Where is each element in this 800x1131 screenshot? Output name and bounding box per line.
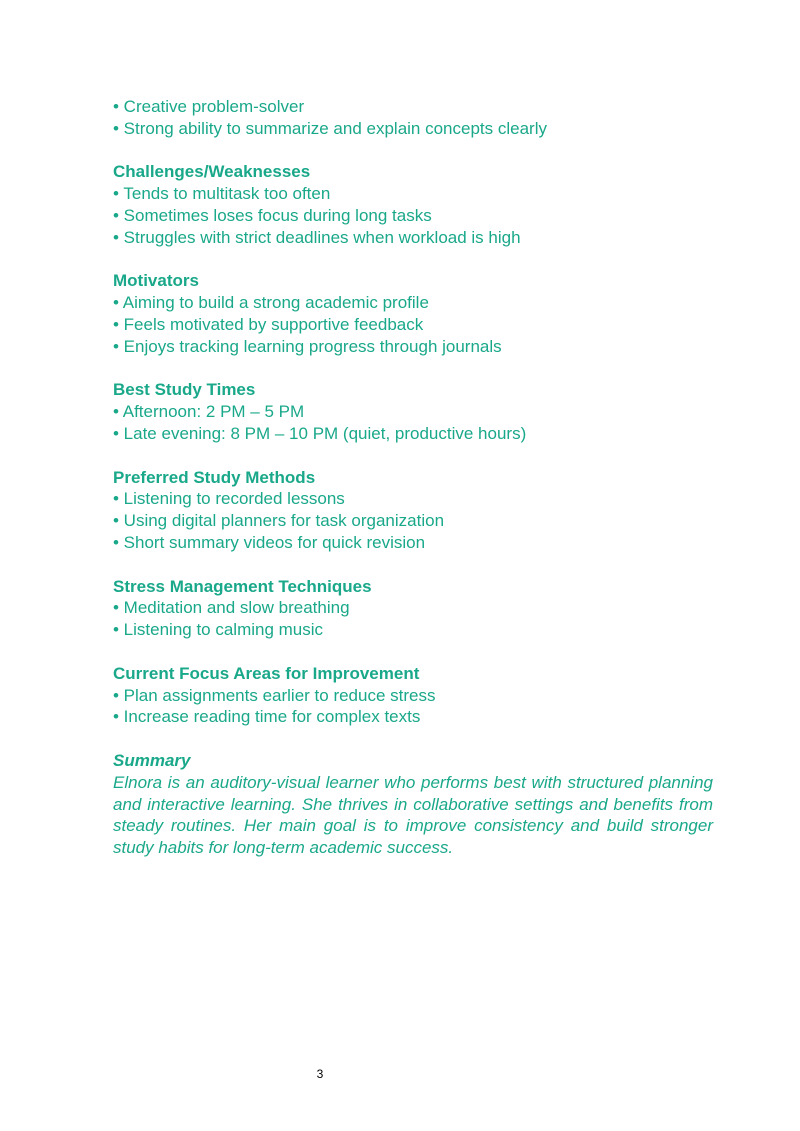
focus-areas-list — [113, 685, 713, 729]
stress-management-section — [113, 576, 713, 641]
list-item: • Using digital planners for task organization — [113, 511, 445, 531]
study-methods-list — [113, 488, 713, 553]
list-item: • Struggles with strict deadlines when workload is high — [113, 227, 521, 247]
challenges-list — [113, 183, 713, 248]
list-item: • Short summary videos for quick revision — [113, 532, 426, 552]
list-item: • Sometimes loses focus during long tasks — [113, 205, 432, 225]
section-heading: Challenges/Weaknesses — [113, 162, 311, 182]
list-item: • Feels motivated by supportive feedback — [113, 314, 424, 334]
list-item: • Strong ability to summarize and explain concepts clearly — [113, 118, 547, 138]
list-item: • Listening to recorded lessons — [113, 489, 345, 509]
list-item: • Creative problem-solver — [113, 97, 305, 116]
page-number: 3 — [316, 1067, 324, 1081]
stress-management-list — [113, 597, 713, 641]
document-body — [113, 96, 713, 859]
motivators-list — [113, 292, 713, 357]
motivators-section — [113, 270, 713, 357]
section-heading: Stress Management Techniques — [113, 576, 372, 596]
list-item: • Enjoys tracking learning progress through journals — [113, 336, 502, 356]
summary-section — [113, 750, 713, 859]
list-item: • Late evening: 8 PM – 10 PM (quiet, productive hours) — [113, 423, 527, 443]
strengths-list-continued — [113, 96, 713, 140]
section-heading: Motivators — [113, 271, 199, 291]
challenges-section — [113, 161, 713, 248]
section-heading: Best Study Times — [113, 380, 256, 400]
list-item: • Plan assignments earlier to reduce stress — [113, 685, 436, 705]
list-item: • Listening to calming music — [113, 620, 324, 640]
list-item: • Increase reading time for complex texts — [113, 707, 421, 727]
list-item: • Tends to multitask too often — [113, 184, 331, 204]
summary-heading: Summary — [113, 750, 191, 770]
section-heading: Current Focus Areas for Improvement — [113, 663, 420, 683]
list-item: • Aiming to build a strong academic profile — [113, 293, 429, 313]
study-methods-section — [113, 467, 713, 554]
list-item: • Meditation and slow breathing — [113, 598, 350, 618]
best-study-times-list — [113, 401, 713, 445]
summary-paragraph: Elnora is an auditory-visual learner who performs best with structured planning and interactive learning. She thrives in collaborative settings and benefits from steady routines. Her main goal is to improve consistency and build stronger study habits for long-term academic success. — [113, 772, 713, 858]
best-study-times-section — [113, 379, 713, 444]
list-item: • Afternoon: 2 PM – 5 PM — [113, 402, 305, 422]
section-heading: Preferred Study Methods — [113, 467, 316, 487]
focus-areas-section — [113, 663, 713, 728]
